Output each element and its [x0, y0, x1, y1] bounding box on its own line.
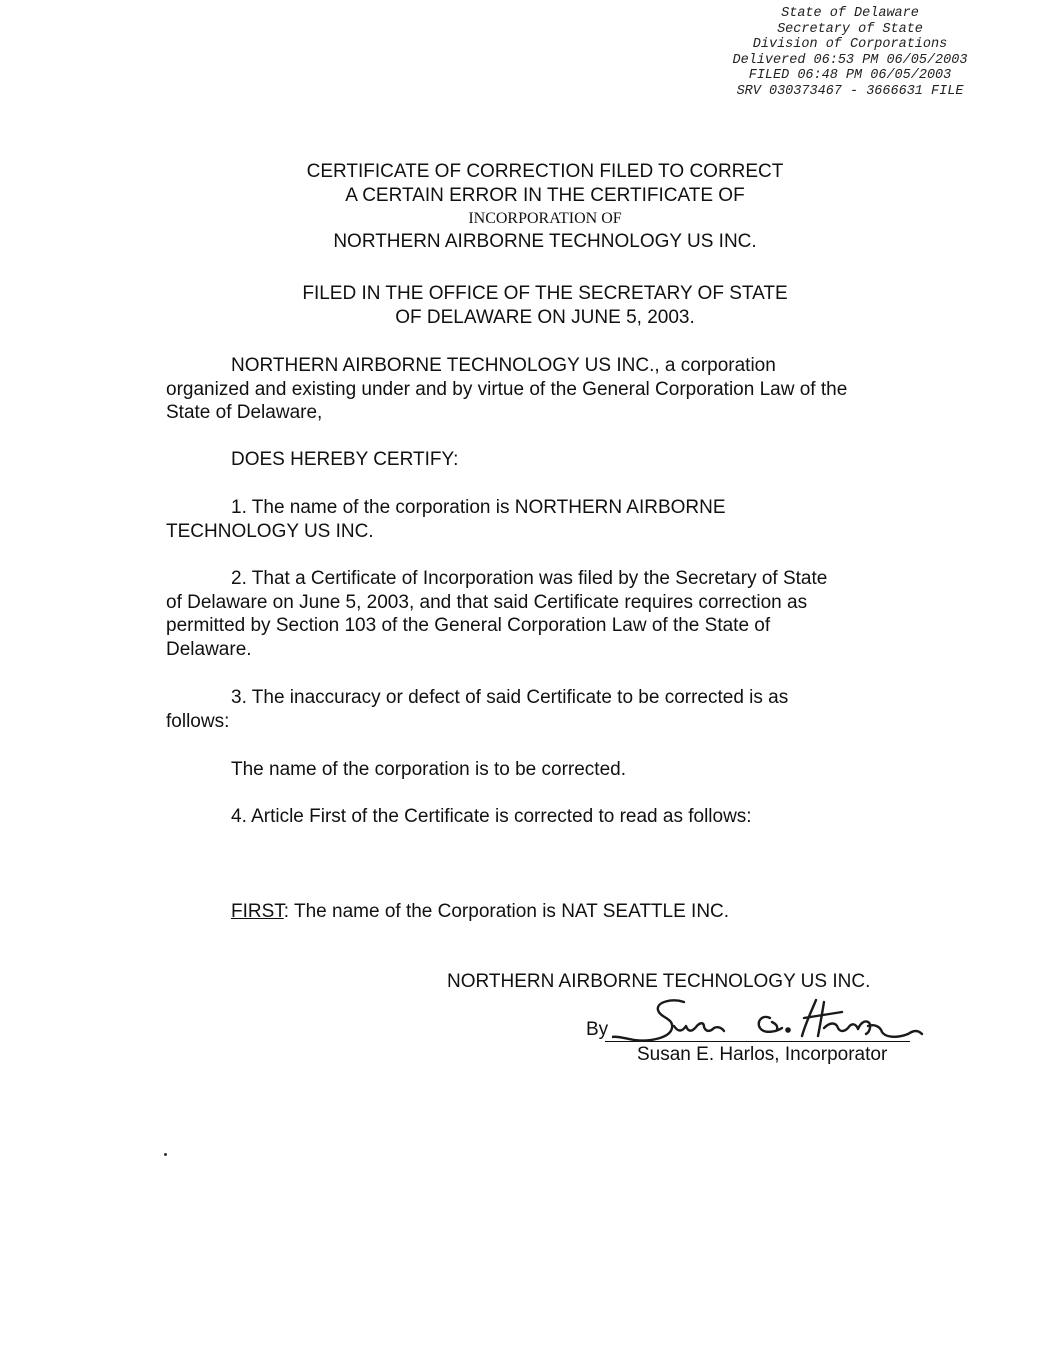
article-first-label: FIRST	[231, 901, 284, 922]
certify-heading	[166, 448, 926, 472]
item-4	[166, 805, 926, 829]
item-3-line: follows:	[166, 710, 230, 732]
stamp-line: Delivered 06:53 PM 06/05/2003	[732, 52, 968, 68]
title-line: CERTIFICATE OF CORRECTION FILED TO CORRECT	[306, 161, 784, 182]
stamp-line: Division of Corporations	[752, 37, 948, 52]
article-first-text: : The name of the Corporation is NAT SEATTLE INC.	[283, 901, 730, 922]
item-2-line: of Delaware on June 5, 2003, and that said Certificate requires correction as	[166, 591, 808, 613]
certify-heading-text: DOES HEREBY CERTIFY:	[231, 449, 459, 470]
filing-stamp	[700, 6, 1000, 99]
intro-line: organized and existing under and by virtue of the General Corporation Law of the	[166, 378, 848, 400]
item-1-line: 1. The name of the corporation is NORTHERN AIRBORNE	[231, 497, 726, 518]
item-2	[166, 567, 926, 661]
item-3-line: 3. The inaccuracy or defect of said Certificate to be corrected is as	[231, 687, 789, 708]
signature-company: NORTHERN AIRBORNE TECHNOLOGY US INC.	[447, 971, 871, 992]
title-line: A CERTAIN ERROR IN THE CERTIFICATE OF	[345, 185, 745, 206]
item-2-line: Delaware.	[166, 638, 252, 660]
document-title	[0, 160, 1057, 254]
intro-paragraph	[166, 354, 926, 425]
article-first	[166, 900, 926, 924]
stamp-line: SRV 030373467 - 3666631 FILE	[736, 83, 964, 99]
stamp-line: FILED 06:48 PM 06/05/2003	[748, 68, 952, 83]
signatory-name: Susan E. Harlos, Incorporator	[637, 1044, 888, 1065]
filed-notice-line: OF DELAWARE ON JUNE 5, 2003.	[395, 307, 695, 328]
item-3	[166, 686, 926, 733]
item-1	[166, 496, 926, 543]
filed-notice	[0, 282, 1057, 330]
filed-notice-line: FILED IN THE OFFICE OF THE SECRETARY OF STATE	[302, 283, 788, 304]
stamp-line: State of Delaware	[781, 6, 919, 21]
correction-note	[166, 758, 926, 782]
item-4-text: 4. Article First of the Certificate is corrected to read as follows:	[231, 806, 752, 827]
intro-line: State of Delaware,	[166, 402, 323, 423]
item-1-line: TECHNOLOGY US INC.	[166, 520, 374, 542]
intro-line: NORTHERN AIRBORNE TECHNOLOGY US INC., a corporation	[231, 355, 776, 376]
title-line: NORTHERN AIRBORNE TECHNOLOGY US INC.	[333, 231, 757, 252]
title-line: INCORPORATION OF	[468, 210, 622, 227]
stamp-line: Secretary of State	[777, 21, 923, 37]
correction-note-text: The name of the corporation is to be corrected.	[231, 759, 626, 780]
scan-speck	[164, 1153, 167, 1156]
handwritten-signature	[612, 996, 932, 1048]
item-2-line: permitted by Section 103 of the General Corporation Law of the State of	[166, 615, 771, 636]
item-2-line: 2. That a Certificate of Incorporation was filed by the Secretary of State	[231, 568, 828, 589]
signature-by-label: By	[586, 1019, 609, 1040]
